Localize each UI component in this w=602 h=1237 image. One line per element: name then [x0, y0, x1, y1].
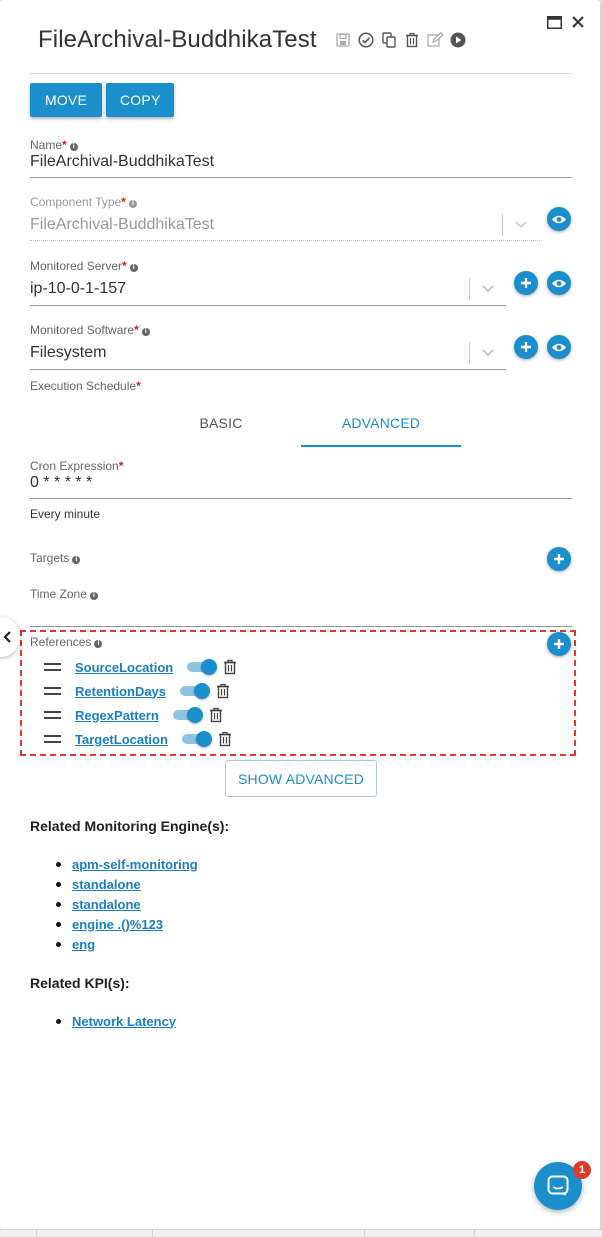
reference-link[interactable]: RegexPattern [75, 707, 159, 723]
copy-button[interactable]: COPY [106, 83, 174, 117]
toggle-knob [194, 683, 210, 699]
bullet-icon [56, 882, 61, 887]
add-reference-button[interactable] [547, 632, 571, 656]
chevron-down-icon [514, 220, 528, 230]
time-zone-label-text: Time Zone [30, 587, 87, 601]
title-actions [335, 32, 467, 49]
drag-handle-icon[interactable] [44, 687, 61, 695]
add-software-button[interactable] [514, 335, 538, 359]
list-item [56, 1011, 176, 1031]
time-zone-underline [30, 626, 572, 627]
add-target-button[interactable] [547, 547, 571, 571]
bullet-icon [56, 922, 61, 927]
select-separator [502, 214, 503, 236]
required-mark: * [118, 459, 124, 473]
cron-expression-underline [30, 498, 572, 499]
reference-row [44, 729, 232, 749]
tab-advanced[interactable]: ADVANCED [301, 403, 461, 447]
drag-handle-icon[interactable] [44, 711, 61, 719]
toggle-knob [187, 707, 203, 723]
monitored-software-underline [30, 369, 506, 370]
execution-schedule-label-text: Execution Schedule [30, 379, 137, 393]
cron-expression-label-text: Cron Expression [30, 459, 119, 473]
component-type-underline [30, 240, 540, 241]
related-engines-heading: Related Monitoring Engine(s): [30, 818, 230, 834]
plus-icon [553, 553, 565, 565]
monitored-software-label [30, 323, 150, 337]
cron-expression-label [30, 459, 123, 473]
check-circle-icon[interactable] [358, 32, 375, 49]
info-icon[interactable]: i [130, 264, 138, 272]
required-mark: * [136, 379, 141, 393]
info-icon[interactable]: i [90, 592, 98, 600]
eye-icon [551, 278, 567, 289]
targets-label [30, 551, 80, 565]
bullet-icon [56, 862, 61, 867]
references-label-text: References [30, 635, 92, 649]
page-title: FileArchival-BuddhikaTest [38, 26, 317, 53]
monitored-server-underline [30, 305, 506, 306]
select-separator [469, 342, 470, 364]
required-mark: * [62, 138, 67, 152]
trash-icon[interactable] [216, 683, 230, 699]
play-circle-icon[interactable] [450, 32, 467, 49]
related-engines-list [56, 854, 198, 954]
bullet-icon [56, 1019, 61, 1024]
cron-description: Every minute [30, 507, 101, 521]
engine-link[interactable]: engine .()%123 [72, 916, 164, 932]
trash-icon[interactable] [223, 659, 237, 675]
monitored-software-label-text: Monitored Software [30, 323, 135, 337]
bottom-table-strip [0, 1229, 602, 1236]
required-mark: * [122, 259, 127, 273]
reference-row [44, 681, 230, 701]
list-item [56, 934, 198, 954]
info-icon[interactable]: i [129, 200, 137, 208]
related-kpis-list [56, 1011, 176, 1031]
list-item [56, 874, 198, 894]
name-field-underline [30, 177, 572, 178]
info-icon[interactable]: i [70, 143, 78, 151]
plus-icon [520, 277, 532, 289]
reference-link[interactable]: SourceLocation [75, 659, 174, 675]
tab-basic[interactable]: BASIC [199, 415, 243, 431]
chevron-down-icon[interactable] [481, 348, 495, 358]
title-row [38, 26, 467, 54]
title-divider [30, 73, 572, 74]
chevron-down-icon[interactable] [481, 284, 495, 294]
monitored-server-label [30, 259, 138, 273]
trash-icon[interactable] [209, 707, 223, 723]
eye-icon [551, 342, 567, 353]
move-button[interactable]: MOVE [30, 83, 102, 117]
monitored-software-select[interactable]: Filesystem [30, 344, 107, 361]
reference-link[interactable]: RetentionDays [75, 683, 167, 699]
list-item [56, 914, 198, 934]
chat-icon [547, 1175, 569, 1197]
info-icon[interactable]: i [72, 556, 80, 564]
toggle-knob [196, 731, 212, 747]
reference-toggle[interactable] [187, 660, 217, 674]
close-icon[interactable] [570, 14, 586, 30]
list-item [56, 894, 198, 914]
window-controls [546, 14, 586, 30]
component-type-label [30, 195, 137, 209]
trash-icon[interactable] [218, 731, 232, 747]
chevron-left-icon [3, 631, 12, 643]
add-server-button[interactable] [514, 271, 538, 295]
related-kpis-heading: Related KPI(s): [30, 975, 130, 991]
reference-toggle[interactable] [173, 708, 203, 722]
kpi-link[interactable]: Network Latency [72, 1013, 177, 1029]
required-mark: * [121, 195, 126, 209]
show-advanced-button[interactable]: SHOW ADVANCED [225, 760, 377, 797]
monitored-server-select[interactable]: ip-10-0-1-157 [30, 280, 127, 297]
reference-row [44, 705, 223, 725]
info-icon[interactable]: i [94, 640, 102, 648]
name-label [30, 138, 78, 152]
notification-badge: 1 [573, 1161, 591, 1179]
required-mark: * [134, 323, 139, 337]
maximize-icon[interactable] [546, 14, 562, 30]
view-server-button[interactable] [547, 271, 571, 295]
reference-row [44, 657, 237, 677]
info-icon[interactable]: i [142, 328, 150, 336]
save-icon[interactable] [335, 32, 352, 49]
name-field[interactable]: FileArchival-BuddhikaTest [30, 153, 215, 170]
edit-icon[interactable] [427, 32, 444, 49]
copy-icon[interactable] [381, 32, 398, 49]
references-label [30, 635, 102, 649]
plus-icon [553, 638, 565, 650]
reference-toggle[interactable] [182, 732, 212, 746]
view-software-button[interactable] [547, 335, 571, 359]
reference-toggle[interactable] [180, 684, 210, 698]
component-type-select: FileArchival-BuddhikaTest [30, 216, 215, 233]
list-item [56, 854, 198, 874]
component-type-label-text: Component Type [30, 195, 122, 209]
trash-icon[interactable] [404, 32, 421, 49]
toggle-knob [201, 659, 217, 675]
drag-handle-icon[interactable] [44, 735, 61, 743]
time-zone-label [30, 587, 98, 601]
engine-link[interactable]: apm-self-monitoring [72, 856, 198, 872]
bullet-icon [56, 902, 61, 907]
select-separator [469, 278, 470, 300]
drag-handle-icon[interactable] [44, 663, 61, 671]
plus-icon [520, 341, 532, 353]
view-component-type-button[interactable] [547, 207, 571, 231]
engine-link[interactable]: eng [72, 936, 96, 952]
monitored-server-label-text: Monitored Server [30, 259, 123, 273]
name-label-text: Name [30, 138, 63, 152]
eye-icon [551, 214, 567, 225]
engine-link[interactable]: standalone [72, 876, 141, 892]
execution-schedule-label [30, 379, 141, 393]
cron-expression-field[interactable]: 0 * * * * * [30, 474, 93, 491]
targets-label-text: Targets [30, 551, 70, 565]
engine-link[interactable]: standalone [72, 896, 141, 912]
reference-link[interactable]: TargetLocation [75, 731, 168, 747]
bullet-icon [56, 942, 61, 947]
